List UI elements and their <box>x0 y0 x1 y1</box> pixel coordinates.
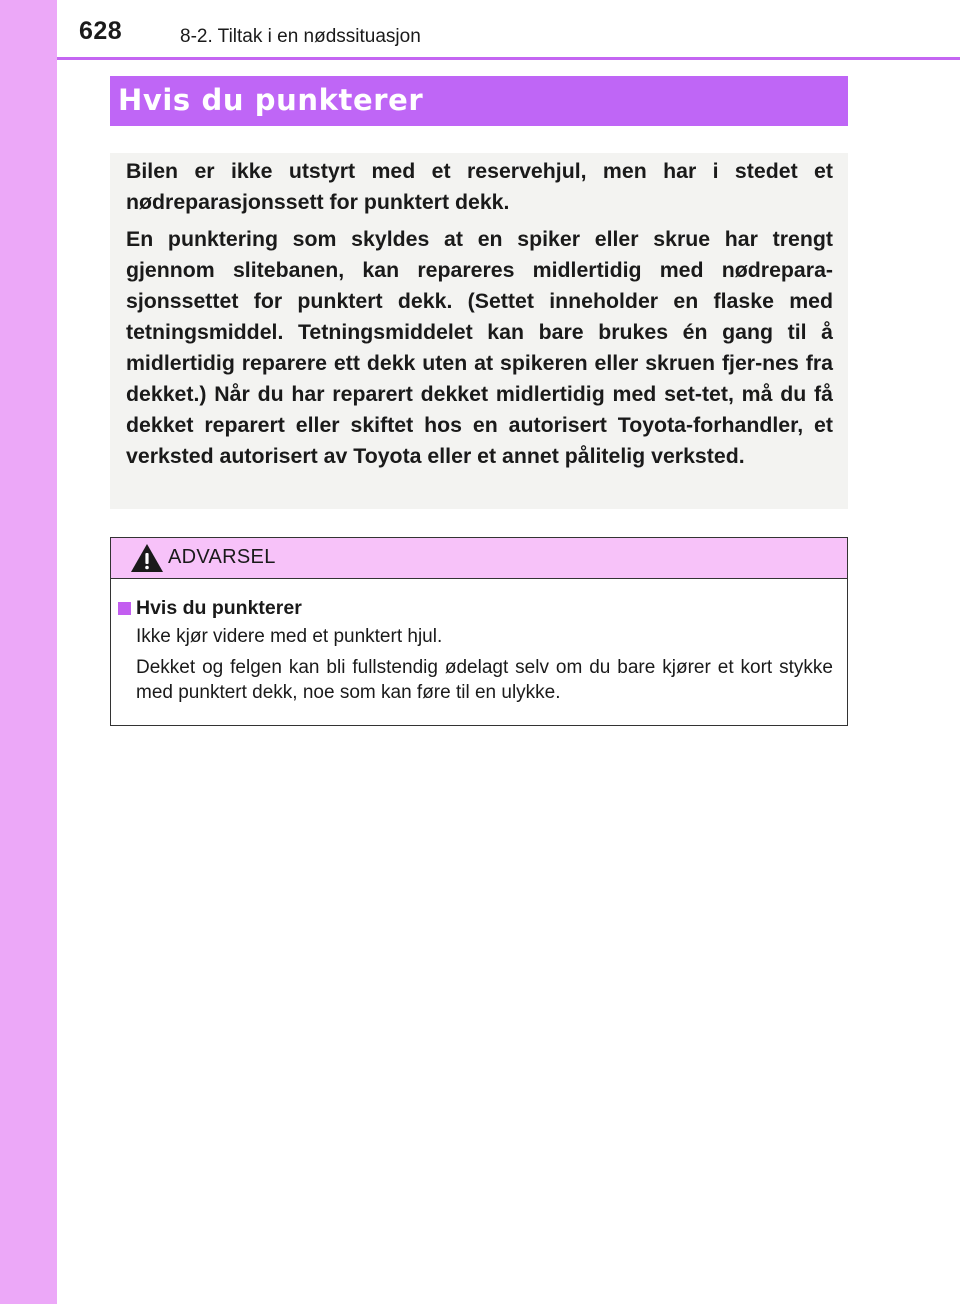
chapter-side-tab <box>0 0 57 1304</box>
warning-heading <box>118 596 833 620</box>
intro-paragraph: Bilen er ikke utstyrt med et reservehjul, men har i stedet et nødreparasjonssett for punktert dekk. <box>126 159 833 214</box>
warning-heading-text: Hvis du punkterer <box>136 597 302 619</box>
warning-text: Dekket og felgen kan bli fullstendig ødelagt selv om du bare kjører et kort stykke med punktert dekk, noe som kan føre til en ulykke. <box>136 657 833 703</box>
warning-triangle-icon <box>130 543 164 573</box>
warning-box <box>110 537 848 726</box>
header-rule <box>57 57 960 60</box>
intro-box <box>110 153 848 509</box>
warning-label: ADVARSEL <box>168 546 276 568</box>
chapter-title: 8-2. Tiltak i en nødssituasjon <box>180 26 421 47</box>
intro-paragraph: En punktering som skyldes at en spiker eller skrue har trengt gjennom slitebanen, kan repareres midlertidig med nødrepara-sjonssettet for punktert dekk. (Settet inneholder en flaske med tetningsmiddel. Tetningsmiddelet kan bare brukes én gang til å midlertidig reparere ett dekk uten at spikeren eller skruen fjer-nes fra dekket.) Når du har reparert dekket midlertidig med set-tet, må du få dekket reparert eller skiftet hos en autorisert Toyota-forhandler, et verksted autorisert av Toyota eller et annet pålitelig verksted. <box>126 227 833 468</box>
page-number: 628 <box>79 17 123 45</box>
warning-header <box>111 538 847 579</box>
square-bullet-icon <box>118 602 131 615</box>
section-title: Hvis du punkterer <box>118 83 424 117</box>
section-banner <box>110 76 848 126</box>
warning-body <box>111 579 847 705</box>
warning-text: Ikke kjør videre med et punktert hjul. <box>136 626 443 647</box>
